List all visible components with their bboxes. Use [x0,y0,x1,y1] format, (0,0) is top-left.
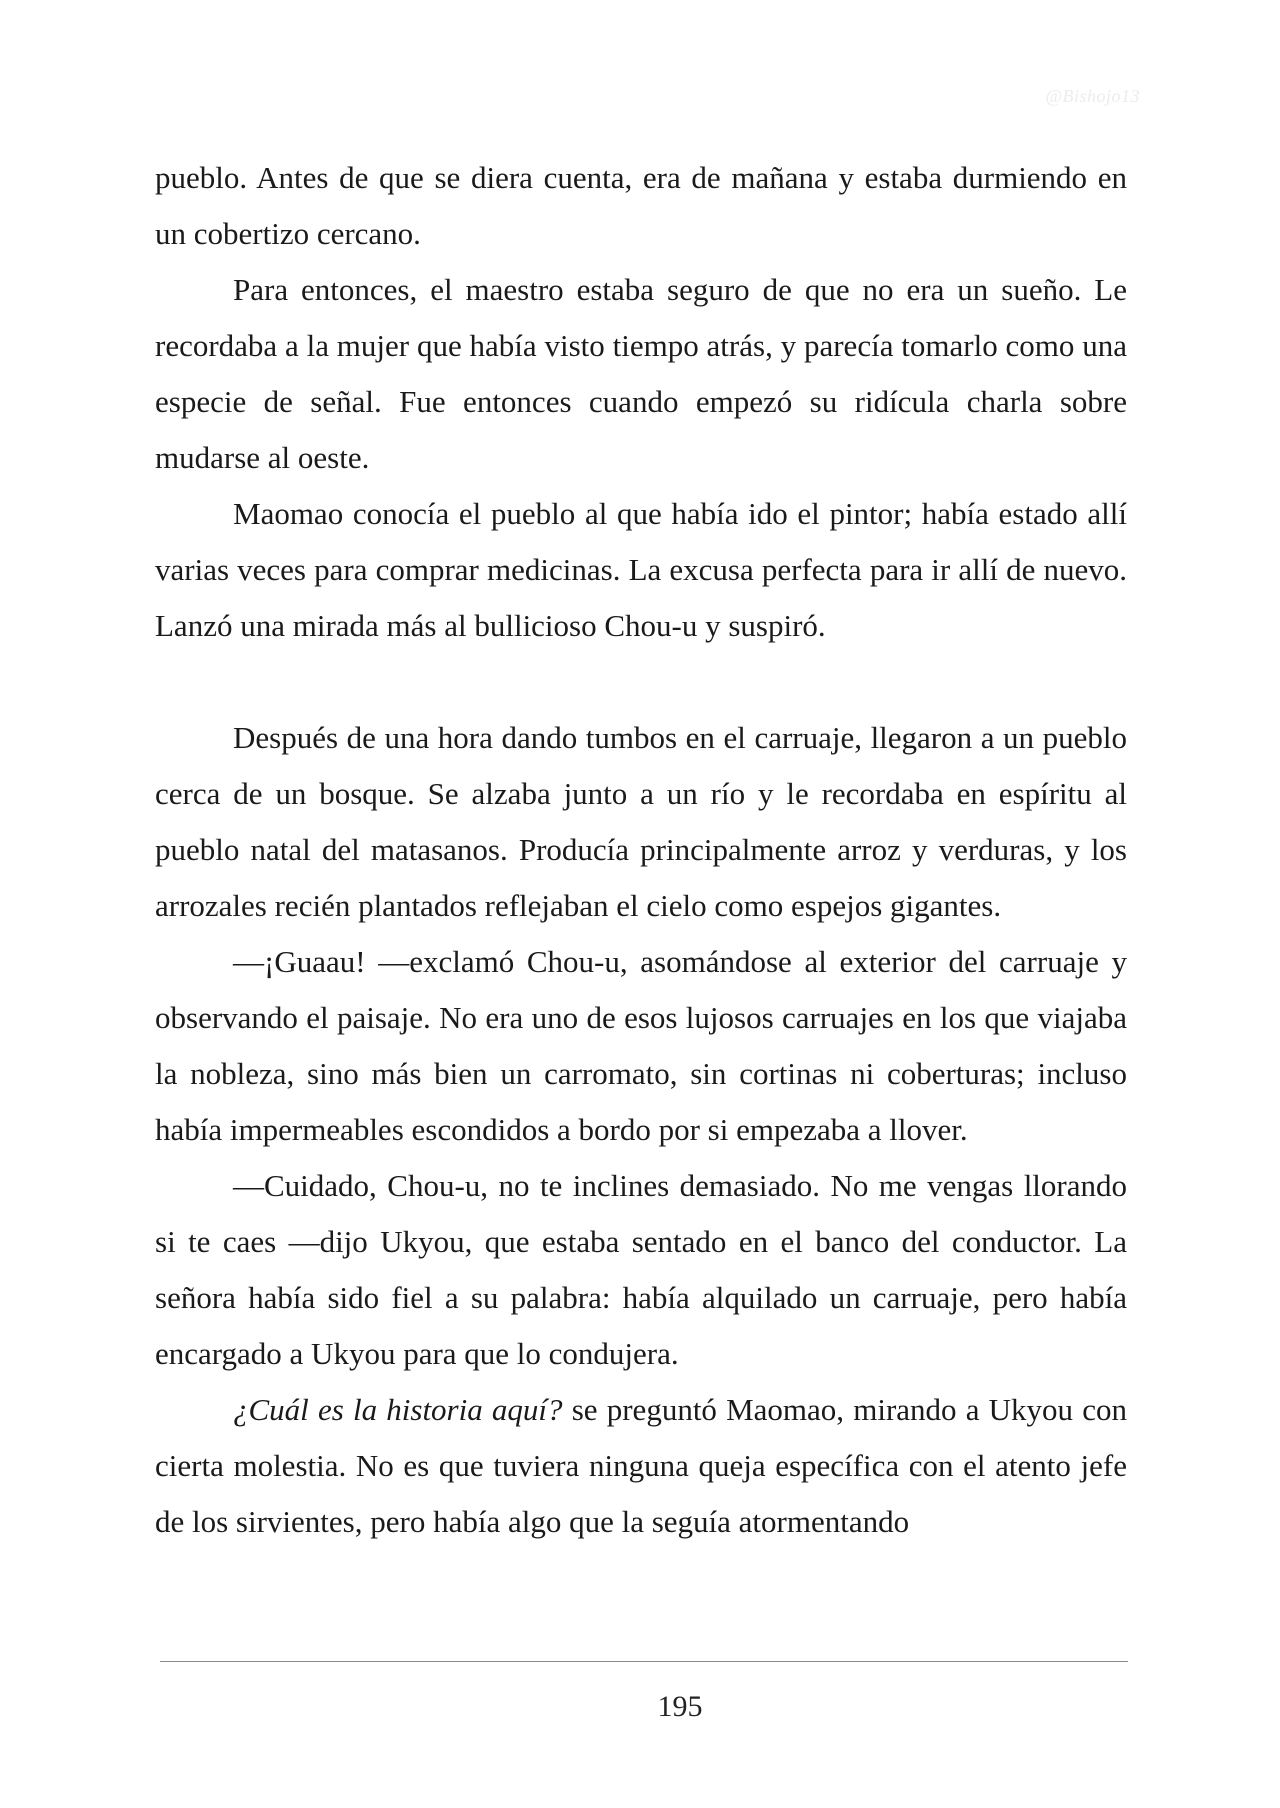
italic-thought: ¿Cuál es la historia aquí? [233,1392,563,1427]
watermark: @Bishojo13 [1045,86,1140,106]
page-number: 195 [657,1690,703,1723]
paragraph-4: Después de una hora dando tumbos en el carruaje, llegaron a un pueblo cerca de un bosque. Se alzaba junto a un río y le recordaba en espíritu al pueblo natal del matasanos. Producía principalmente arroz y verduras, y los arrozales recién plantados reflejaban el cielo como espejos gigantes. [155,720,1127,923]
paragraph-2: Para entonces, el maestro estaba seguro de que no era un sueño. Le recordaba a la mujer que había visto tiempo atrás, y parecía tomarlo como una especie de señal. Fue entonces cuando empezó su ridícula charla sobre mudarse al oeste. [155,272,1127,475]
paragraph-7 [155,1382,1127,1550]
paragraph-5: —¡Guaau! —exclamó Chou-u, asomándose al exterior del carruaje y observando el paisaje. No era uno de esos lujosos carruajes en los que viajaba la nobleza, sino más bien un carromato, sin cortinas ni coberturas; incluso había impermeables escondidos a bordo por si empezaba a llover. [155,944,1127,1147]
paragraph-6: —Cuidado, Chou-u, no te inclines demasiado. No me vengas llorando si te caes —dijo Ukyou, que estaba sentado en el banco del conductor. La señora había sido fiel a su palabra: había alquilado un carruaje, pero había encargado a Ukyou para que lo condujera. [155,1168,1127,1371]
paragraph-3: Maomao conocía el pueblo al que había ido el pintor; había estado allí varias veces para comprar medicinas. La excusa perfecta para ir allí de nuevo. Lanzó una mirada más al bullicioso Chou-u y suspiró. [155,496,1127,643]
paragraph-7-rest: se preguntó Maomao, mirando a Ukyou con cierta molestia. No es que tuviera ninguna queja específica con el atento jefe de los sirvientes, pero había algo que la seguía atormentando [155,1392,1127,1539]
footer-divider [160,1661,1128,1662]
page-text-body [155,150,1127,1550]
paragraph-1: pueblo. Antes de que se diera cuenta, era de mañana y estaba durmiendo en un cobertizo cercano. [155,160,1127,251]
section-break [155,654,1127,710]
